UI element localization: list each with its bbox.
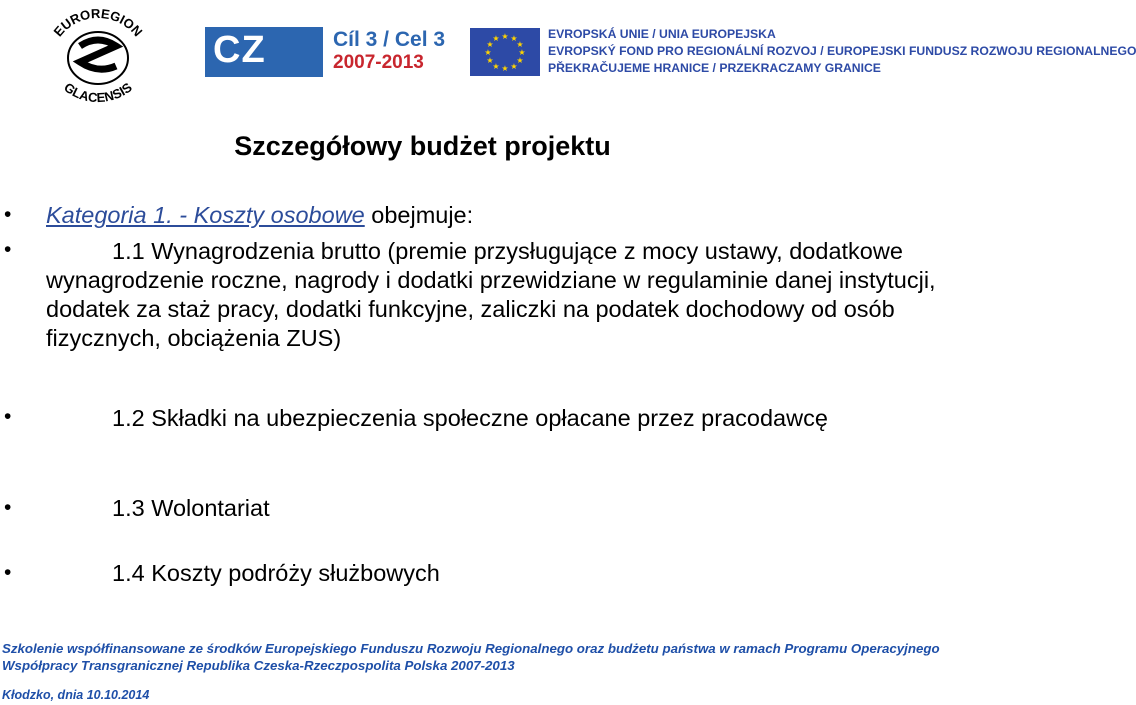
svg-text:★: ★ — [510, 34, 518, 43]
eu-line-1: EVROPSKÁ UNIE / UNIA EUROPEJSKA — [548, 27, 776, 41]
czpl-logo — [205, 27, 446, 114]
list-item-1-3: 1.3 Wolontariat — [112, 495, 270, 521]
euroregion-glacensis-logo — [38, 4, 158, 106]
bullet-icon: • — [4, 238, 12, 261]
svg-text:EUROREGION — [51, 6, 146, 39]
svg-text:★: ★ — [492, 34, 500, 43]
bullet-icon: • — [4, 496, 12, 519]
bullet-icon: • — [4, 405, 12, 428]
svg-text:★: ★ — [492, 62, 500, 71]
czpl-mark: CZ PL — [213, 29, 266, 114]
czpl-mark-box — [205, 27, 323, 114]
czpl-years: 2007-2013 — [333, 52, 424, 73]
svg-text:★: ★ — [486, 40, 494, 49]
eu-logo — [470, 26, 1136, 78]
svg-text:★: ★ — [484, 48, 492, 57]
svg-text:★: ★ — [486, 56, 494, 65]
euroregion-top-text: EUROREGION — [50, 5, 146, 40]
bullet-icon: • — [4, 561, 12, 584]
svg-text:★: ★ — [518, 48, 526, 57]
czpl-programme: Cíl 3 / Cel 3 — [333, 28, 446, 51]
footer-date: Kłodzko, dnia 10.10.2014 — [2, 688, 150, 702]
svg-text:★: ★ — [510, 62, 518, 71]
eu-text-block — [548, 26, 1136, 77]
eu-line-2: EVROPSKÝ FOND PRO REGIONÁLNÍ ROZVOJ / EUROPEJSKI FUNDUSZ ROZWOJU REGIONALNEGO — [548, 44, 1136, 58]
svg-text:★: ★ — [501, 64, 509, 73]
list-item-1-1: 1.1 Wynagrodzenia brutto (premie przysługujące z mocy ustawy, dodatkowe wynagrodzenie roczne, nagrody i dodatki przewidziane w regulaminie danej instytucji, dodatek za staż pracy, dodatki funkcyjne, zaliczki na podatek dochodowy od osób fizycznych, obciążenia ZUS) — [46, 238, 936, 351]
bullet-icon: • — [4, 203, 12, 226]
page-title: Szczegółowy budżet projektu — [234, 131, 611, 161]
category-heading — [46, 201, 473, 230]
list-item-1-2: 1.2 Składki na ubezpieczenia społeczne opłacane przez pracodawcę — [112, 405, 828, 431]
footer-line-2: Współpracy Transgranicznej Republika Czeska-Rzeczpospolita Polska 2007-2013 — [2, 658, 515, 673]
category-link[interactable]: Kategoria 1. - Koszty osobowe — [46, 202, 365, 228]
eu-flag-icon — [470, 28, 540, 76]
svg-text:★: ★ — [501, 32, 509, 41]
eu-line-3: PŘEKRAČUJEME HRANICE / PRZEKRACZAMY GRANICE — [548, 61, 881, 75]
list-item-1-4: 1.4 Koszty podróży służbowych — [112, 560, 440, 586]
euroregion-bottom-text: GLACENSIS — [61, 79, 135, 106]
category-suffix: obejmuje: — [364, 202, 474, 228]
page-title-row — [0, 131, 959, 162]
svg-text:★: ★ — [516, 40, 524, 49]
footer-line-1: Szkolenie współfinansowane ze środków Europejskiego Funduszu Rozwoju Regionalnego oraz budżetu państwa w ramach Programu Operacyjnego — [2, 641, 940, 656]
svg-text:★: ★ — [516, 56, 524, 65]
